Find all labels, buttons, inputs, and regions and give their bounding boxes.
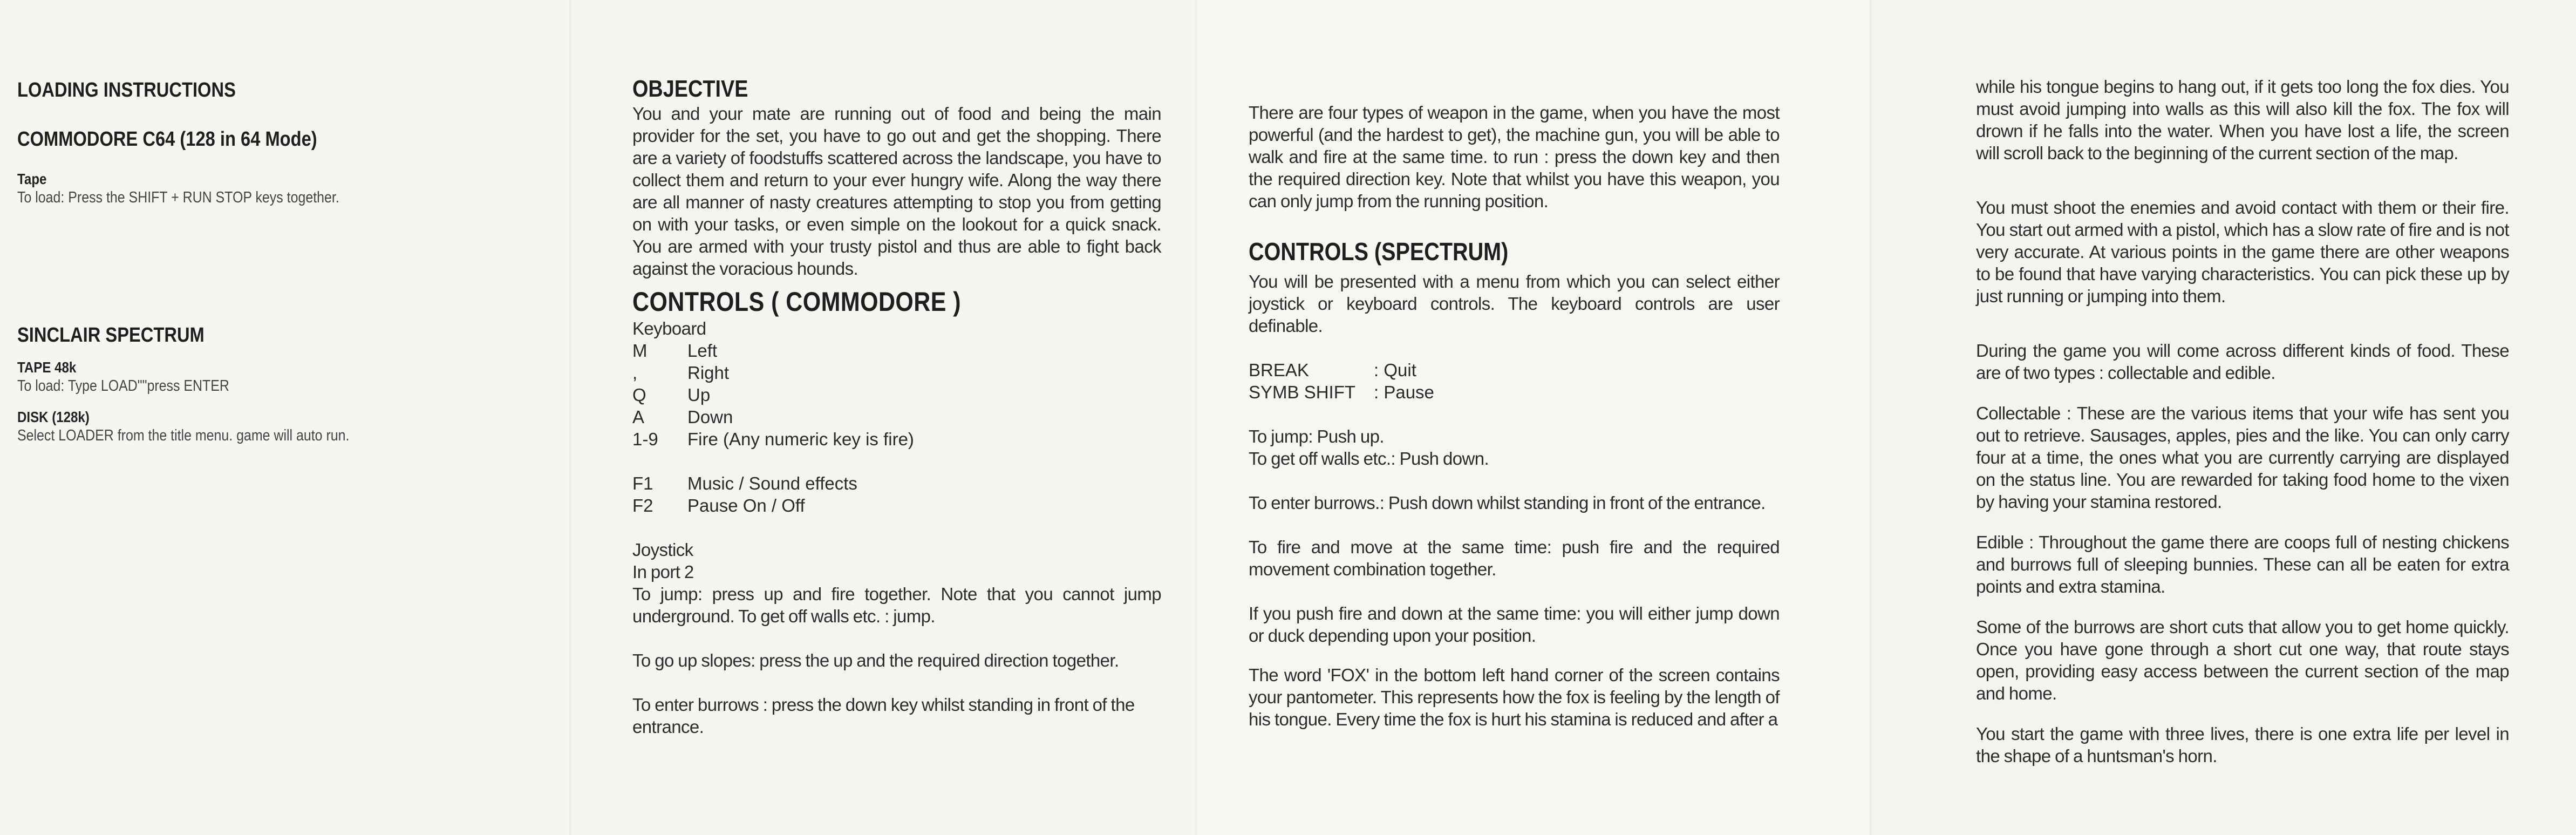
c64-tape-text: To load: Press the SHIFT + RUN STOP keys together. [17,189,339,206]
key: A [632,407,645,427]
c64-heading: COMMODORE C64 (128 in 64 Mode) [17,128,317,151]
key: , [632,363,638,383]
key-action: Right [687,363,730,383]
c64-tape-label: Tape [17,171,47,187]
key-row [632,406,1161,428]
objective-column [632,76,1161,738]
fox-pantometer-text: The word 'FOX' in the bottom left hand corner of the screen contains your pantometer. This represents how the fox is feeling by the length of his tongue. Every time the fox is hurt his stamina is reduced and after a [1249,665,1780,729]
key-row [632,384,1161,406]
key: BREAK [1249,360,1309,380]
fire-move-text: To fire and move at the same time: push fire and the required movement combination together. [1249,537,1780,579]
joystick-label: Joystick [632,540,693,560]
key-row [1249,381,1780,403]
spectrum-tape-text: To load: Type LOAD""press ENTER [17,377,229,395]
weapons-text: There are four types of weapon in the game, when you have the most powerful (and the hardest to get), the machine gun, you will be able to walk and fire at the same time. to run : press the down key and then the required direction key. Note that whilst you have this weapon, you can only jump from the running position. [1249,103,1780,211]
key-row [632,472,1161,494]
spectrum-disk-text: Select LOADER from the title menu. game will auto run. [17,427,350,444]
key-row [632,340,1161,362]
fold-line [1870,0,1873,835]
collectable-text: Collectable : These are the various items that your wife has sent you out to retrieve. Sausages, apples, pies and the like. You can only carry four at a time, the ones what you are currently carrying are displayed on the status line. You are rewarded for taking food home to the vixen by having your stamina restored. [1976,403,2509,512]
shoot-text: You must shoot the enemies and avoid contact with them or their fire. You start out armed with a pistol, which has a slow rate of fire and is not very accurate. At various points in the game there are other weapons to be found that have varying characteristics. You can pick these up by just running or jumping into them. [1976,198,2509,306]
key-action: Up [687,385,711,405]
key-action: Left [687,341,718,361]
edible-text: Edible : Throughout the game there are coops full of nesting chickens and burrows full of sleeping bunnies. These can all be eaten for extra points and extra stamina. [1976,532,2509,596]
walls-text: To get off walls etc.: Push down. [1249,449,1489,469]
key-action: Pause On / Off [687,495,805,515]
key-action: Music / Sound effects [687,473,857,493]
fold-line [569,0,573,835]
food-text: During the game you will come across different kinds of food. These are of two types : collectable and edible. [1976,341,2509,383]
menu-text: You will be presented with a menu from which you can select either joystick or keyboard controls. The keyboard controls are user definable. [1249,271,1780,336]
controls-spectrum-heading: CONTROLS (SPECTRUM) [1249,237,1509,266]
key-action: : Pause [1374,382,1434,402]
port-label: In port 2 [632,562,694,582]
loading-instructions [17,79,546,445]
spectrum-heading: SINCLAIR SPECTRUM [17,324,205,347]
key-row [632,428,1161,450]
loading-heading: LOADING INSTRUCTIONS [17,79,236,101]
key-action: Fire (Any numeric key is fire) [687,429,914,449]
spectrum-tape-label: TAPE 48k [17,359,77,376]
key-action: Down [687,407,733,427]
jump-text: To jump: press up and fire together. Note that you cannot jump underground. To get off walls etc. : jump. [632,584,1161,626]
fold-line [1195,0,1198,835]
burrows-text: To enter burrows.: Push down whilst standing in front of the entrance. [1249,493,1766,513]
spectrum-column [1249,101,1780,730]
keyboard-label: Keyboard [632,318,706,338]
key: F2 [632,495,653,515]
slopes-text: To go up slopes: press the up and the required direction together. [632,650,1119,670]
gameplay-column [1976,76,2509,767]
shortcuts-text: Some of the burrows are short cuts that allow you to get home quickly. Once you have gone through a short cut one way, that route stays open, providing easy access between the current section of the map and home. [1976,617,2509,703]
jump-text: To jump: Push up. [1249,426,1384,446]
commodore-key-list [632,340,1161,450]
tongue-text: while his tongue begins to hang out, if it gets too long the fox dies. You must avoid jumping into walls as this will also kill the fox. The fox will drown if he falls into the water. When you have lost a life, the screen will scroll back to the beginning of the current section of the map. [1976,77,2509,163]
key-row [632,494,1161,517]
key-row [1249,359,1780,381]
key-action: : Quit [1374,360,1416,380]
controls-commodore-heading: CONTROLS ( COMMODORE ) [632,287,962,317]
lives-text: You start the game with three lives, there is one extra life per level in the shape of a huntsman's horn. [1976,724,2509,766]
objective-heading: OBJECTIVE [632,76,748,102]
key: M [632,341,648,361]
key: F1 [632,473,653,493]
burrows-text: To enter burrows : press the down key whilst standing in front of the entrance. [632,695,1135,737]
key: SYMB SHIFT [1249,382,1356,402]
key: 1-9 [632,429,658,449]
spectrum-key-list [1249,359,1780,403]
spectrum-disk-label: DISK (128k) [17,409,90,425]
key: Q [632,385,646,405]
function-key-list [632,472,1161,517]
fire-down-text: If you push fire and down at the same time: you will either jump down or duck depending upon your position. [1249,603,1780,646]
key-row [632,362,1161,384]
objective-text: You and your mate are running out of food and being the main provider for the set, you have to go out and get the shopping. There are a variety of foodstuffs scattered across the landscape, you have to collect them and return to your ever hungry wife. Along the way there are all manner of nasty creatures attempting to stop you from getting on with your tasks, or even simple on the lookout for a quick snack. You are armed with your trusty pistol and thus are able to fight back against the voracious hounds. [632,104,1161,279]
